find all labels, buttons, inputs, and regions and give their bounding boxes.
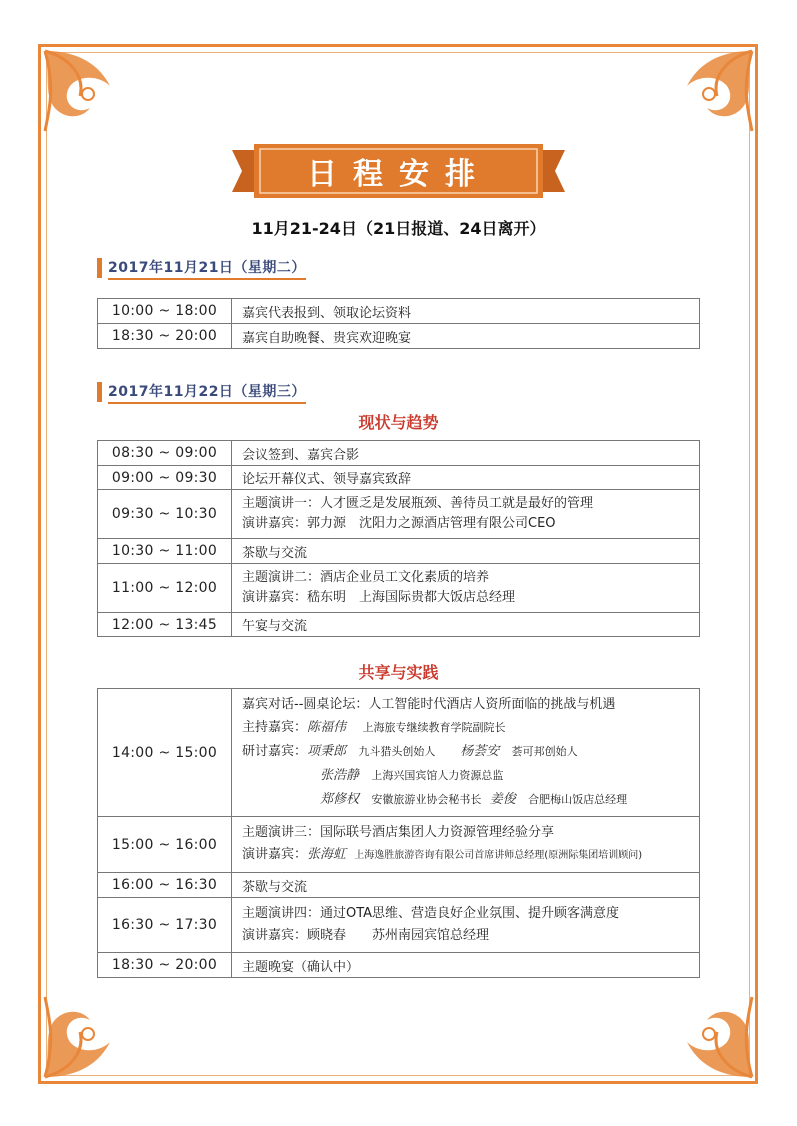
panelist-org: 安徽旅游业协会秘书长 — [371, 792, 482, 806]
time-cell: 16:30 ~ 17:30 — [98, 898, 232, 953]
section-title-trends: 现状与趋势 — [358, 413, 439, 432]
talk-topic: 主题演讲四：通过OTA思维、营造良好企业氛围、提升顾客满意度 — [242, 906, 620, 921]
day2-heading — [97, 380, 306, 404]
desc-cell: 嘉宾自助晚餐、贵宾欢迎晚宴 — [232, 324, 700, 349]
panelist-name: 郑修权 — [320, 791, 360, 807]
forum-topic: 嘉宾对话--圆桌论坛：人工智能时代酒店人资所面临的挑战与机遇 — [242, 696, 616, 712]
time-cell: 10:00 ~ 18:00 — [98, 299, 232, 324]
talk-topic: 主题演讲一：人才匮乏是发展瓶颈、善待员工就是最好的管理 — [242, 496, 594, 511]
time-cell: 08:30 ~ 09:00 — [98, 441, 232, 466]
talk-speaker: 演讲嘉宾：嵇东明 上海国际贵都大饭店总经理 — [242, 590, 516, 605]
table-row — [98, 564, 700, 613]
heading-bar — [97, 258, 102, 278]
desc-cell: 主题晚宴（确认中） — [232, 953, 700, 978]
panelist-org: 荟可邦创始人 — [511, 744, 578, 758]
day2-morning-table — [97, 440, 700, 637]
table-row — [98, 689, 700, 817]
time-cell: 18:30 ~ 20:00 — [98, 953, 232, 978]
desc-cell: 茶歇与交流 — [232, 873, 700, 898]
host-org: 上海旅专继续教育学院副院长 — [362, 720, 506, 734]
section-title-practice: 共享与实践 — [358, 663, 439, 682]
speaker-name: 张海虹 — [307, 847, 347, 862]
day1-table — [97, 298, 700, 349]
day1-heading — [97, 256, 306, 280]
watermark-text: 中国酒店人才网 — [640, 1089, 738, 1105]
table-row — [98, 898, 700, 953]
time-cell: 09:30 ~ 10:30 — [98, 490, 232, 539]
panelist-name: 项秉郎 — [307, 743, 347, 759]
event-dates: 11月21-24日（21日报道、24日离开） — [251, 219, 546, 238]
panel-label: 研讨嘉宾： — [242, 743, 308, 759]
speaker-label: 演讲嘉宾： — [242, 847, 308, 862]
bottom-left-ornament — [40, 992, 160, 1082]
speaker-note: (原洲际集团培训顾问) — [544, 850, 643, 861]
panelist-row-3 — [242, 788, 699, 812]
host-label: 主持嘉宾： — [242, 719, 308, 735]
table-row — [98, 539, 700, 564]
wechat-icon — [612, 1087, 634, 1105]
time-cell: 15:00 ~ 16:00 — [98, 817, 232, 873]
table-row — [98, 953, 700, 978]
time-cell: 11:00 ~ 12:00 — [98, 564, 232, 613]
forum-cell — [232, 689, 700, 817]
day1-heading-text: 2017年11月21日（星期二） — [108, 257, 306, 280]
time-cell: 16:00 ~ 16:30 — [98, 873, 232, 898]
talk-speaker — [242, 844, 699, 867]
day2-heading-text: 2017年11月22日（星期三） — [108, 381, 306, 404]
table-row — [98, 490, 700, 539]
table-row — [98, 441, 700, 466]
table-row — [98, 299, 700, 324]
host-name: 陈福伟 — [307, 719, 347, 735]
desc-cell — [232, 564, 700, 613]
desc-cell: 嘉宾代表报到、领取论坛资料 — [232, 299, 700, 324]
table-row — [98, 324, 700, 349]
talk-topic: 主题演讲二：酒店企业员工文化素质的培养 — [242, 570, 490, 585]
top-right-ornament — [637, 46, 757, 136]
desc-cell: 论坛开幕仪式、领导嘉宾致辞 — [232, 466, 700, 490]
desc-cell: 午宴与交流 — [232, 613, 700, 637]
top-left-ornament — [40, 46, 160, 136]
time-cell: 09:00 ~ 09:30 — [98, 466, 232, 490]
table-row — [98, 466, 700, 490]
heading-bar — [97, 382, 102, 402]
desc-cell: 茶歇与交流 — [232, 539, 700, 564]
panelist-row-2 — [242, 764, 699, 788]
panelist-row-1 — [242, 740, 699, 764]
desc-cell — [232, 490, 700, 539]
day2-afternoon-table — [97, 688, 700, 978]
panelist-name: 杨荟安 — [460, 743, 500, 759]
talk-topic: 主题演讲三：国际联号酒店集团人力资源管理经验分享 — [242, 825, 555, 840]
table-row — [98, 873, 700, 898]
panelist-org: 上海兴国宾馆人力资源总监 — [371, 768, 504, 782]
panelist-org: 九斗猎头创始人 — [358, 744, 436, 758]
table-row — [98, 613, 700, 637]
time-cell: 12:00 ~ 13:45 — [98, 613, 232, 637]
time-cell: 18:30 ~ 20:00 — [98, 324, 232, 349]
time-cell: 10:30 ~ 11:00 — [98, 539, 232, 564]
desc-cell — [232, 898, 700, 953]
page-title: 日程安排 — [307, 157, 491, 192]
desc-cell — [232, 817, 700, 873]
watermark — [612, 1082, 738, 1110]
forum-host — [242, 716, 699, 740]
desc-cell: 会议签到、嘉宾合影 — [232, 441, 700, 466]
panelist-org: 合肥梅山饭店总经理 — [528, 792, 628, 806]
panelist-name: 姜俊 — [489, 791, 516, 807]
panelist-name: 张浩静 — [320, 767, 360, 783]
bottom-right-ornament — [637, 992, 757, 1082]
table-row — [98, 817, 700, 873]
speaker-org: 上海逸胜旅游咨询有限公司首席讲师总经理 — [354, 850, 545, 861]
time-cell: 14:00 ~ 15:00 — [98, 689, 232, 817]
talk-speaker: 演讲嘉宾：郭力源 沈阳力之源酒店管理有限公司CEO — [242, 516, 556, 531]
talk-speaker: 演讲嘉宾：顾晓春 苏州南园宾馆总经理 — [242, 928, 490, 943]
